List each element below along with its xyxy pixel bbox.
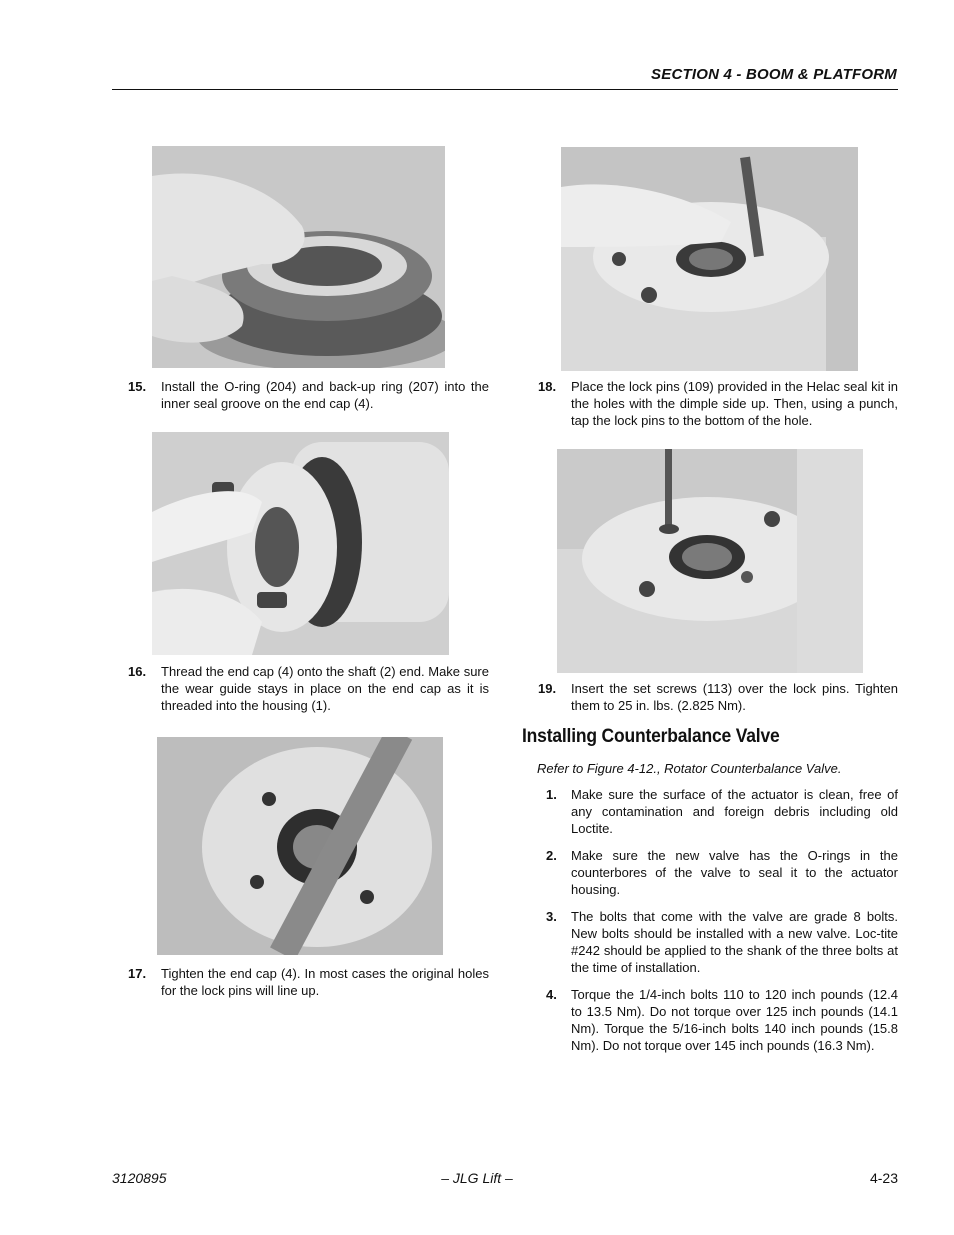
footer-brand: – JLG Lift – [441,1170,513,1186]
step-number: 4. [546,987,557,1002]
valve-step-2 [546,847,898,898]
photo-step-15 [152,146,445,368]
step-text: The bolts that come with the valve are grade 8 bolts. New bolts should be installed with a new valve. Loc-tite #242 should be applied to the shank of the three bolts at the time of installation. [571,909,898,975]
photo-step-18 [561,147,858,371]
figure-reference: Refer to Figure 4-12., Rotator Counterbalance Valve. [537,761,842,776]
photo-step-16 [152,432,449,655]
step-16 [128,663,489,714]
step-text: Torque the 1/4-inch bolts 110 to 120 inch pounds (12.4 to 13.5 Nm). Do not torque over 125 inch pounds (14.1 Nm). Torque the 5/16-inch bolts 140 inch pounds (15.8 Nm). Do not torque over 145 inch pounds (16.3 Nm). [571,987,898,1053]
valve-step-4 [546,986,898,1054]
doc-number: 3120895 [112,1170,167,1186]
valve-step-1 [546,786,898,837]
step-number: 2. [546,848,557,863]
step-text: Insert the set screws (113) over the lock pins. Tighten them to 25 in. lbs. (2.825 Nm). [571,681,898,713]
step-15 [128,378,489,412]
photo-step-17 [157,737,443,955]
step-19 [538,680,898,714]
step-text: Place the lock pins (109) provided in the Helac seal kit in the holes with the dimple side up. Then, using a punch, tap the lock pins to the bottom of the hole. [571,379,898,428]
page-number: 4-23 [869,1170,898,1186]
step-17 [128,965,489,999]
header-divider [112,89,898,90]
section-title: SECTION 4 - BOOM & PLATFORM [651,66,897,83]
step-number: 15. [128,379,147,394]
photo-step-19 [557,449,863,673]
step-number: 19. [538,681,557,696]
valve-step-3 [546,908,898,976]
step-text: Tighten the end cap (4). In most cases the original holes for the lock pins will line up. [161,966,489,998]
step-text: Install the O-ring (204) and back-up ring (207) into the inner seal groove on the end cap (4). [161,379,489,411]
step-number: 18. [538,379,557,394]
step-text: Make sure the surface of the actuator is clean, free of any contamination and foreign debris including old Loctite. [571,787,898,836]
step-number: 17. [128,966,147,981]
step-number: 1. [546,787,557,802]
step-18 [538,378,898,429]
step-number: 3. [546,909,557,924]
section-heading: Installing Counterbalance Valve [522,726,780,747]
step-text: Thread the end cap (4) onto the shaft (2) end. Make sure the wear guide stays in place on the end cap as it is threaded into the housing (1). [161,664,489,713]
step-number: 16. [128,664,147,679]
step-text: Make sure the new valve has the O-rings in the counterbores of the valve to seal it to the actuator housing. [571,848,898,897]
footer-center [0,1170,954,1186]
